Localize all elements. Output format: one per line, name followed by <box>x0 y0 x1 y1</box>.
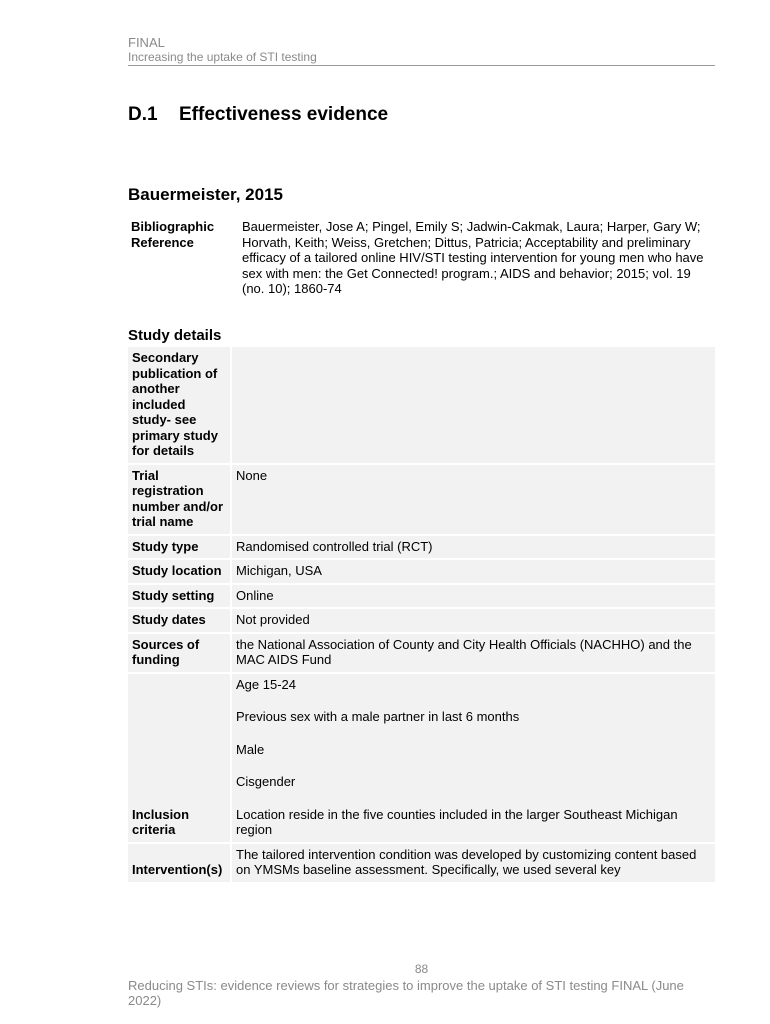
details-row <box>128 560 715 583</box>
details-value <box>232 674 715 842</box>
details-label: Study location <box>128 560 232 583</box>
details-label: Study setting <box>128 585 232 608</box>
details-value-line: The tailored intervention condition was developed by customizing content based on YMSMs baseline assessment. Specifically, we used several key <box>236 846 697 877</box>
details-row <box>128 585 715 608</box>
details-value <box>232 609 715 632</box>
details-value <box>232 634 715 672</box>
details-label: Study type <box>128 536 232 559</box>
section-heading <box>128 104 388 126</box>
details-value-line: Location reside in the five counties included in the larger Southeast Michigan region <box>236 806 678 837</box>
details-value-line: the National Association of County and City Health Officials (NACHHO) and the MAC AIDS Fund <box>236 636 692 667</box>
details-value-line: Michigan, USA <box>236 563 322 578</box>
page-number: 88 <box>414 962 429 976</box>
details-row <box>128 536 715 559</box>
details-row <box>128 609 715 632</box>
bibliographic-value: Bauermeister, Jose A; Pingel, Emily S; Jadwin-Cakmak, Laura; Harper, Gary W; Horvath, Keith; Weiss, Gretchen; Dittus, Patricia; Acceptability and preliminary efficacy of a tailored online HIV/STI testing intervention for young men who have sex with men: the Get Connected! program.; AIDS and behavior; 2015; vol. 19 (no. 10); 1860-74 <box>242 219 704 296</box>
details-value <box>232 347 715 463</box>
details-row <box>128 674 715 842</box>
details-value <box>232 465 715 534</box>
header-doc-title: Increasing the uptake of STI testing <box>128 50 317 64</box>
details-value-line: Randomised controlled trial (RCT) <box>236 538 433 554</box>
details-value-line: Online <box>236 587 274 603</box>
study-details-table <box>128 345 715 884</box>
section-title: Effectiveness evidence <box>179 104 389 125</box>
details-value <box>232 536 715 559</box>
page-footer <box>128 962 715 1008</box>
study-details-heading: Study details <box>128 327 222 344</box>
header-status: FINAL <box>128 35 165 50</box>
details-row <box>128 844 715 882</box>
details-label: Inclusion criteria <box>128 674 232 842</box>
footer-text: Reducing STIs: evidence reviews for strategies to improve the uptake of STI testing FINAL (June 2022) <box>128 978 684 1008</box>
details-value-line: Previous sex with a male partner in last 6 months <box>236 709 520 724</box>
section-number: D.1 <box>128 104 158 125</box>
details-label: Study dates <box>128 609 232 632</box>
bibliographic-label: Bibliographic Reference <box>131 219 215 250</box>
study-heading: Bauermeister, 2015 <box>128 185 283 204</box>
details-value <box>232 844 715 882</box>
details-row <box>128 347 715 463</box>
details-value <box>232 585 715 608</box>
header-rule <box>128 65 715 66</box>
details-label: Sources of funding <box>128 634 232 672</box>
details-value-line: Age 15-24 <box>236 676 296 692</box>
running-header <box>128 35 715 66</box>
details-value-line: Not provided <box>236 612 310 627</box>
details-value-line: Cisgender <box>236 774 296 789</box>
details-value-line: Male <box>236 741 265 757</box>
details-row <box>128 465 715 534</box>
details-label: Secondary publication of another included study- see primary study for details <box>128 347 232 463</box>
details-value-line: None <box>236 467 268 483</box>
details-value <box>232 560 715 583</box>
details-label: Intervention(s) <box>128 844 232 882</box>
details-label: Trial registration number and/or trial name <box>128 465 232 534</box>
details-row <box>128 634 715 672</box>
